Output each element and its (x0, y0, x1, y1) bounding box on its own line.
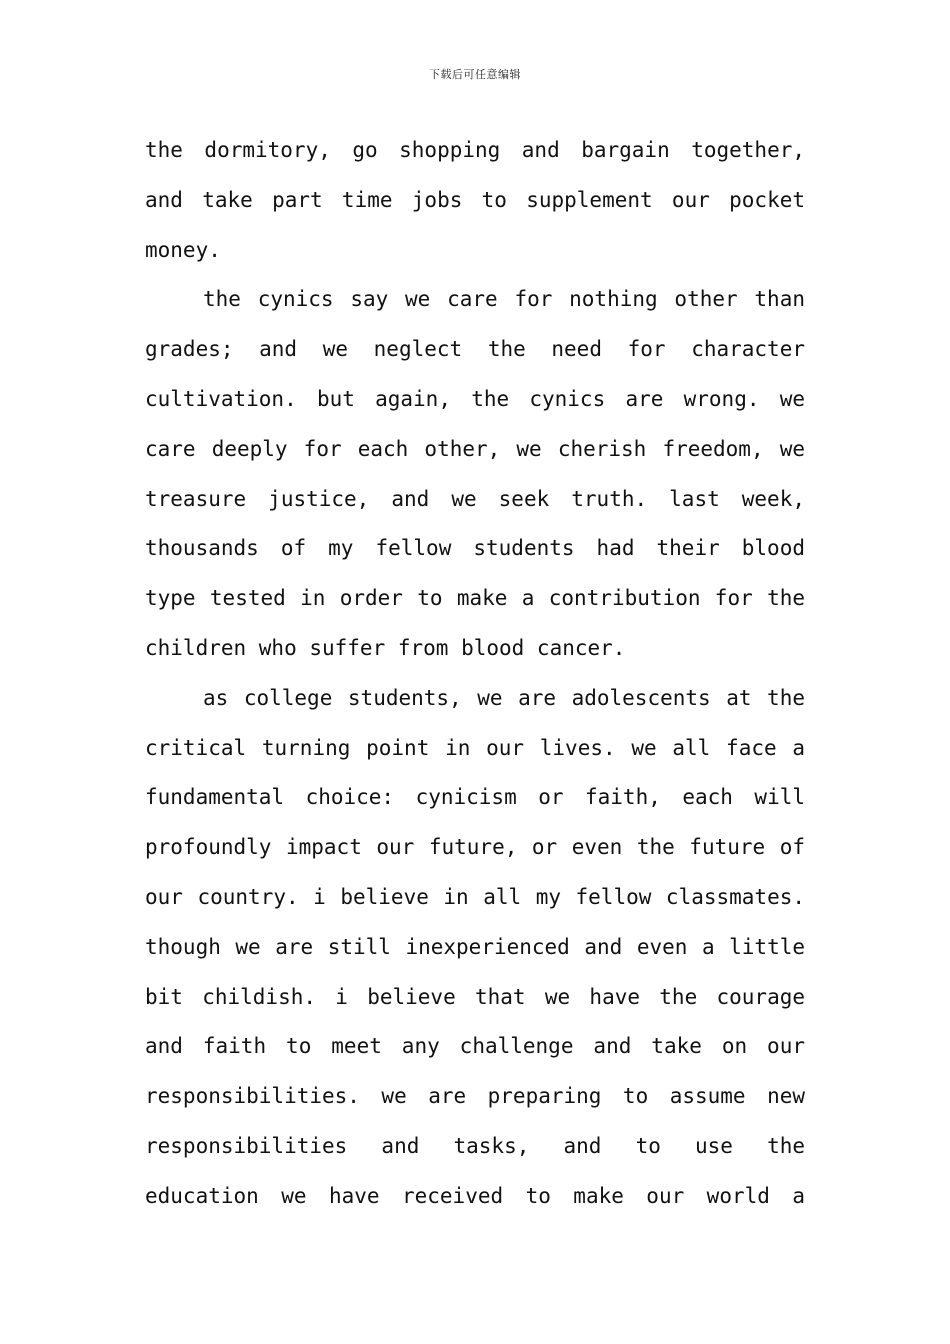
text-line: money. (145, 237, 221, 262)
text-line: thousands of my fellow students had their blood (145, 536, 805, 561)
text-line: responsibilities and tasks, and to use the (145, 1133, 805, 1158)
text-line: bit childish. i believe that we have the courage (145, 984, 805, 1009)
text-line: responsibilities. we are preparing to assume new (145, 1084, 805, 1109)
text-line: our country. i believe in all my fellow classmates. (145, 884, 805, 909)
text-line: type tested in order to make a contribution for the (145, 586, 805, 611)
header-note: 下载后可任意编辑 (429, 68, 521, 81)
text-line: and faith to meet any challenge and take on our (145, 1034, 805, 1059)
text-line: critical turning point in our lives. we all face a (145, 735, 805, 760)
body-text (145, 126, 805, 1222)
text-line: children who suffer from blood cancer. (145, 635, 626, 660)
text-line: education we have received to make our world a (145, 1183, 805, 1208)
text-line: the cynics say we care for nothing other than (203, 287, 805, 312)
text-line: and take part time jobs to supplement our pocket (145, 187, 805, 212)
text-line: though we are still inexperienced and even a little (145, 934, 805, 959)
text-line: treasure justice, and we seek truth. last week, (145, 486, 805, 511)
text-line: care deeply for each other, we cherish freedom, we (145, 436, 805, 461)
text-line: grades; and we neglect the need for character (145, 337, 805, 362)
text-line: fundamental choice: cynicism or faith, each will (145, 785, 805, 810)
text-line: profoundly impact our future, or even the future of (145, 835, 805, 860)
text-line: cultivation. but again, the cynics are wrong. we (145, 386, 805, 411)
text-line: as college students, we are adolescents at the (203, 685, 805, 710)
text-line: the dormitory, go shopping and bargain together, (145, 138, 805, 162)
